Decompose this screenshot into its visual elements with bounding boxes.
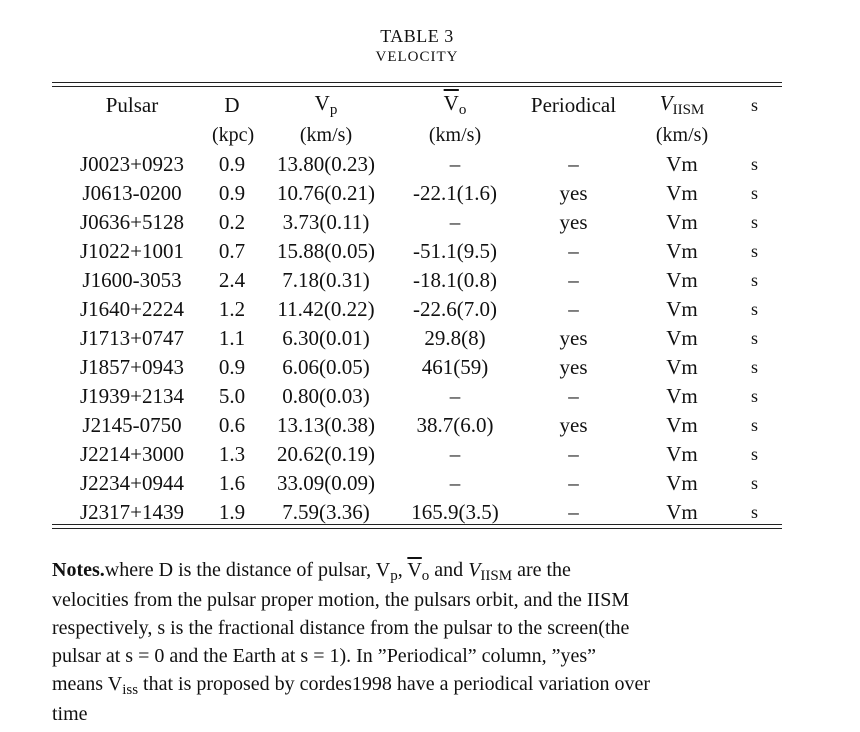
units-row xyxy=(52,121,782,150)
cell-s: s xyxy=(750,241,758,261)
cell-pulsar: J1022+1001 xyxy=(79,239,184,263)
header-periodical: Periodical xyxy=(530,92,617,117)
cell-viism: Vm xyxy=(666,355,698,379)
cell-pulsar: J2145-0750 xyxy=(82,413,182,437)
header-vp: Vp xyxy=(314,91,338,118)
cell-vp: 11.42(0.22) xyxy=(277,297,375,321)
cell-distance: 1.6 xyxy=(218,471,246,495)
cell-periodical: yes xyxy=(559,210,588,234)
cell-periodical: – xyxy=(568,152,579,176)
cell-vo: – xyxy=(449,384,461,408)
cell-distance: 0.7 xyxy=(218,239,246,263)
unit-periodical xyxy=(510,121,637,150)
cell-pulsar: J2214+3000 xyxy=(79,442,184,466)
cell-distance: 5.0 xyxy=(218,384,246,408)
cell-vp: 6.30(0.01) xyxy=(282,326,370,350)
cell-distance: 1.3 xyxy=(218,442,246,466)
cell-s: s xyxy=(750,328,758,348)
cell-s: s xyxy=(750,299,758,319)
cell-distance: 0.9 xyxy=(218,152,246,176)
cell-periodical: – xyxy=(568,239,579,263)
cell-vo: – xyxy=(449,152,461,176)
notes-lead: Notes. xyxy=(52,559,105,581)
table-row xyxy=(52,208,782,237)
cell-pulsar: J1640+2224 xyxy=(79,297,184,321)
cell-vo: – xyxy=(449,210,461,234)
bottom-rule-second xyxy=(52,528,782,529)
cell-vp: 10.76(0.21) xyxy=(277,181,375,205)
cell-pulsar: J2234+0944 xyxy=(79,471,184,495)
cell-periodical: yes xyxy=(559,355,588,379)
cell-periodical: yes xyxy=(559,413,588,437)
unit-distance: (kpc) xyxy=(212,124,255,146)
table-row xyxy=(52,382,782,411)
cell-distance: 0.2 xyxy=(218,210,246,234)
header-s: s xyxy=(750,94,758,115)
unit-vo: (km/s) xyxy=(428,124,482,146)
table-body xyxy=(52,150,782,527)
cell-viism: Vm xyxy=(666,384,698,408)
table-caption xyxy=(52,26,782,68)
table-row xyxy=(52,237,782,266)
cell-distance: 0.6 xyxy=(218,413,246,437)
cell-distance: 1.1 xyxy=(218,326,246,350)
cell-viism: Vm xyxy=(666,442,698,466)
cell-s: s xyxy=(750,444,758,464)
table-row xyxy=(52,469,782,498)
cell-vo: 461(59) xyxy=(421,355,489,379)
cell-distance: 1.9 xyxy=(218,500,246,524)
table-row xyxy=(52,353,782,382)
cell-pulsar: J0613-0200 xyxy=(82,181,182,205)
table-notes: Notes.where D is the distance of pulsar, $V_p$, $\overline{V}_o$ and $V_{IISM}$ are the velocities from the pulsar proper motion, the pulsars orbit, and the IISM respectively, s is the fractional distance from the pulsar to the screen(the pulsar at s = 0 and the Earth at s = 1). In ”Periodical” column, ”yes” means $V_{iss}$ that is proposed by cordes1998 have a periodical variation over time xyxy=(52,559,651,725)
cell-periodical: – xyxy=(568,442,579,466)
cell-s: s xyxy=(750,270,758,290)
cell-s: s xyxy=(750,415,758,435)
cell-distance: 0.9 xyxy=(218,355,246,379)
cell-pulsar: J1713+0747 xyxy=(79,326,184,350)
cell-viism: Vm xyxy=(666,500,698,524)
top-rule xyxy=(52,82,782,83)
cell-viism: Vm xyxy=(666,152,698,176)
cell-vo: -51.1(9.5) xyxy=(413,239,497,263)
header-vo: $\overline{V}o$ xyxy=(443,91,467,118)
cell-periodical: – xyxy=(568,500,579,524)
cell-s: s xyxy=(750,154,758,174)
top-rule-second xyxy=(52,86,782,87)
table-row xyxy=(52,411,782,440)
table-row xyxy=(52,150,782,179)
cell-pulsar: J1600-3053 xyxy=(82,268,182,292)
cell-distance: 2.4 xyxy=(218,268,246,292)
cell-viism: Vm xyxy=(666,210,698,234)
cell-periodical: – xyxy=(568,384,579,408)
cell-viism: Vm xyxy=(666,471,698,495)
cell-vp: 33.09(0.09) xyxy=(277,471,375,495)
cell-vo: 165.9(3.5) xyxy=(411,500,499,524)
cell-pulsar: J1939+2134 xyxy=(79,384,184,408)
cell-vp: 0.80(0.03) xyxy=(282,384,370,408)
cell-s: s xyxy=(750,212,758,232)
unit-viism: (km/s) xyxy=(655,124,709,146)
cell-viism: Vm xyxy=(666,268,698,292)
cell-vo: -22.6(7.0) xyxy=(413,297,497,321)
cell-viism: Vm xyxy=(666,413,698,437)
table-row xyxy=(52,295,782,324)
bottom-rule xyxy=(52,524,782,525)
cell-distance: 0.9 xyxy=(218,181,246,205)
cell-viism: Vm xyxy=(666,326,698,350)
cell-s: s xyxy=(750,357,758,377)
velocity-table xyxy=(52,89,782,527)
cell-vo: 29.8(8) xyxy=(424,326,486,350)
cell-periodical: yes xyxy=(559,326,588,350)
cell-vp: 13.13(0.38) xyxy=(277,413,375,437)
cell-vp: 3.73(0.11) xyxy=(282,210,370,234)
cell-s: s xyxy=(750,386,758,406)
cell-s: s xyxy=(750,502,758,522)
cell-vp: 7.18(0.31) xyxy=(282,268,370,292)
table-label: TABLE 3 xyxy=(380,26,454,46)
unit-s xyxy=(727,121,782,150)
cell-vo: -22.1(1.6) xyxy=(413,181,497,205)
cell-viism: Vm xyxy=(666,181,698,205)
cell-distance: 1.2 xyxy=(218,297,246,321)
cell-pulsar: J0023+0923 xyxy=(79,152,184,176)
cell-pulsar: J0636+5128 xyxy=(79,210,184,234)
cell-s: s xyxy=(750,473,758,493)
cell-vo: -18.1(0.8) xyxy=(413,268,497,292)
cell-vp: 6.06(0.05) xyxy=(282,355,370,379)
cell-viism: Vm xyxy=(666,239,698,263)
cell-vo: 38.7(6.0) xyxy=(416,413,494,437)
unit-vp: (km/s) xyxy=(299,124,353,146)
header-pulsar: Pulsar xyxy=(105,92,159,117)
cell-vo: – xyxy=(449,442,461,466)
cell-pulsar: J1857+0943 xyxy=(79,355,184,379)
table-row xyxy=(52,324,782,353)
header-distance: D xyxy=(224,92,240,117)
cell-vp: 13.80(0.23) xyxy=(277,152,375,176)
cell-vp: 15.88(0.05) xyxy=(277,239,375,263)
cell-periodical: – xyxy=(568,297,579,321)
table-row xyxy=(52,440,782,469)
cell-pulsar: J2317+1439 xyxy=(79,500,184,524)
cell-viism: Vm xyxy=(666,297,698,321)
cell-periodical: – xyxy=(568,471,579,495)
cell-vp: 7.59(3.36) xyxy=(282,500,370,524)
table-title: VELOCITY xyxy=(375,49,459,65)
header-viism: VIISM xyxy=(659,91,705,118)
table-row xyxy=(52,266,782,295)
header-row xyxy=(52,89,782,121)
cell-vo: – xyxy=(449,471,461,495)
cell-periodical: yes xyxy=(559,181,588,205)
cell-vp: 20.62(0.19) xyxy=(277,442,375,466)
cell-periodical: – xyxy=(568,268,579,292)
unit-pulsar xyxy=(52,121,212,150)
table-row xyxy=(52,498,782,527)
table-row xyxy=(52,179,782,208)
cell-s: s xyxy=(750,183,758,203)
